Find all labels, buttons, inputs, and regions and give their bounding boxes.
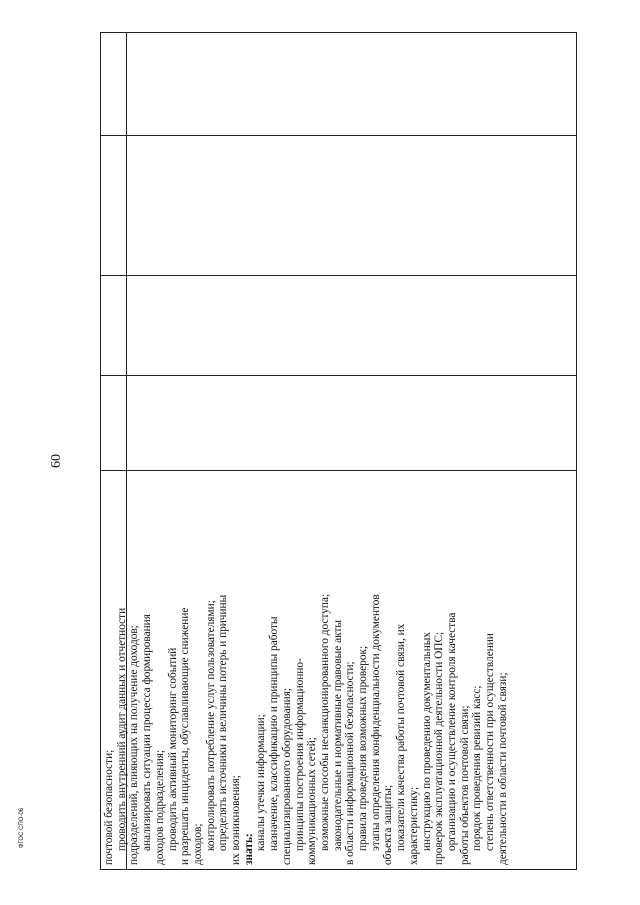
page-number: 60	[49, 454, 64, 468]
text-line: степень ответственности при осуществлении	[484, 633, 497, 851]
text-line: проводить активный мониторинг событий	[166, 647, 179, 851]
text-line: анализировать ситуации процесса формирования	[141, 614, 154, 851]
text-line: характеристику;	[407, 786, 420, 865]
document-footer: ФГОС СПО-06	[19, 807, 25, 849]
text-line: возможные способы несанкционированного доступа;	[318, 593, 331, 851]
text-line: объекта защиты;	[382, 784, 395, 865]
table-cell-requirements	[101, 470, 577, 869]
text-line: работы объектов почтовой связи;	[458, 705, 471, 865]
text-line: коммуникационных сетей;	[306, 737, 319, 865]
table-column-divider	[100, 275, 577, 276]
table-column-divider	[100, 375, 577, 376]
text-line: деятельности в области почтовой связи;	[496, 672, 509, 865]
text-line: правила проведения возможных проверок;	[357, 645, 370, 851]
text-line: их возникновения;	[230, 775, 243, 865]
text-line: порядок проведения ревизий касс;	[471, 685, 484, 851]
text-line: этапы определения конфиденциальности документов	[369, 594, 382, 851]
text-line: назначение, классификацию и принципы работы	[268, 616, 281, 851]
text-line: определять источники и величины потерь и причины	[217, 594, 230, 851]
text-line: доходов;	[191, 823, 204, 865]
text-line: специализированного оборудования;	[280, 687, 293, 865]
requirements-text	[101, 470, 577, 869]
text-line: организацию и осуществление контроля качества	[445, 612, 458, 851]
text-line: проводить внутренний аудит данных и отчетности	[115, 607, 128, 851]
text-line: подразделений, влияющих на получение доходов;	[128, 625, 141, 865]
text-line: в области информационной безопасности;	[344, 661, 357, 865]
text-line: каналы утечки информации;	[255, 714, 268, 851]
text-line: и разрешать инциденты, обуславливающие снижение	[179, 607, 192, 865]
text-line: доходов подразделения;	[153, 749, 166, 865]
table-column-divider	[100, 135, 577, 136]
text-line: контролировать потребление услуг пользователями;	[204, 600, 217, 851]
text-line: почтовой безопасности;	[103, 749, 115, 865]
text-line: законодательные и нормативные правовые акты	[331, 620, 344, 851]
text-line: инструкцию по проведению документальных	[420, 632, 433, 851]
text-line: показатели качества работы почтовой связи, их	[395, 623, 408, 851]
text-line: проверок эксплуатационной деятельности ОПС;	[433, 631, 446, 865]
text-line: принципы построения информационно-	[293, 658, 306, 851]
text-line: знать:	[242, 833, 255, 865]
